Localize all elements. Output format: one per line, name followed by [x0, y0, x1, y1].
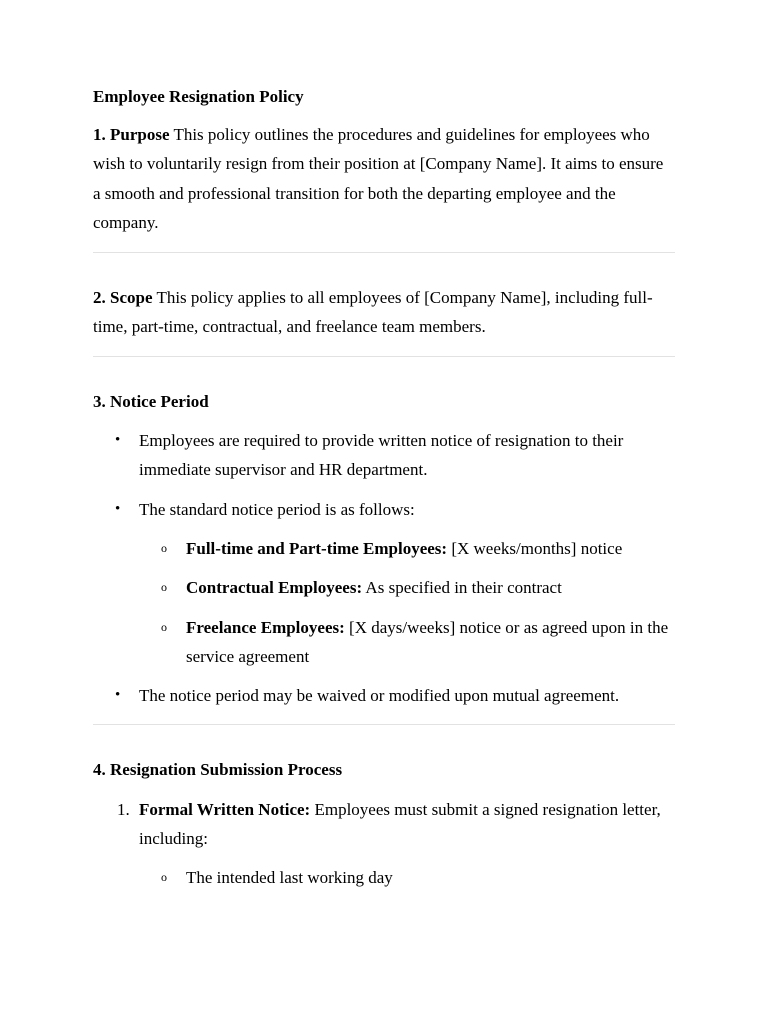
purpose-heading: 1. Purpose: [93, 125, 170, 144]
scope-paragraph: [93, 283, 675, 342]
circle-bullet-icon: o: [161, 870, 167, 885]
sub-list-item: [139, 573, 675, 602]
document-title: Employee Resignation Policy: [93, 87, 304, 106]
sub-list-item: [139, 534, 675, 563]
purpose-paragraph: [93, 120, 675, 237]
purpose-text: This policy outlines the procedures and guidelines for employees who wish to voluntarily resign from their position at [Company Name]. It aims to ensure a smooth and professional transition for both the departing employee and the company.: [93, 125, 664, 232]
list-item-text: The notice period may be waived or modified upon mutual agreement.: [139, 686, 620, 706]
list-item: [93, 795, 675, 893]
submission-section: [93, 755, 675, 892]
section-divider: [93, 356, 675, 357]
section-divider: [93, 724, 675, 725]
submission-heading: 4. Resignation Submission Process: [93, 760, 343, 780]
sub-item-text: The intended last working day: [186, 868, 393, 888]
sub-item-label: Contractual Employees:: [186, 578, 363, 598]
sub-list-item: [139, 613, 675, 672]
step-label: Formal Written Notice:: [139, 799, 311, 819]
list-item-text: Employees are required to provide written notice of resignation to their immediate supervisor and HR department.: [139, 431, 624, 480]
sub-item-label: Full-time and Part-time Employees:: [186, 538, 448, 558]
bullet-icon: •: [115, 500, 121, 517]
sub-item-text: As specified in their contract: [362, 578, 562, 598]
step-text: Employees must submit a signed resignation letter, including:: [139, 799, 661, 849]
scope-text: This policy applies to all employees of [Company Name], including full-time, part-time, contractual, and freelance team members.: [93, 288, 653, 337]
circle-bullet-icon: o: [161, 580, 167, 595]
bullet-icon: •: [115, 432, 121, 449]
list-item: [93, 426, 675, 485]
list-item: [93, 495, 675, 671]
notice-period-list: [93, 426, 675, 710]
sub-item-label: Freelance Employees:: [186, 617, 345, 637]
section-divider: [93, 252, 675, 253]
circle-bullet-icon: o: [161, 619, 167, 634]
step-number: 1.: [117, 799, 130, 819]
notice-period-section: [93, 387, 675, 711]
notice-period-sublist: [139, 534, 675, 671]
sub-item-text: [X weeks/months] notice: [447, 538, 623, 558]
list-item: [93, 681, 675, 710]
sub-item-text: [X days/weeks] notice or as agreed upon in the service agreement: [186, 617, 669, 666]
circle-bullet-icon: o: [161, 540, 167, 555]
bullet-icon: •: [115, 687, 121, 704]
submission-steps-list: [93, 795, 675, 893]
scope-heading: 2. Scope: [93, 288, 153, 308]
submission-sublist: [139, 863, 675, 892]
list-item-text: The standard notice period is as follows:: [139, 499, 415, 519]
sub-list-item: [139, 863, 675, 892]
notice-period-heading: 3. Notice Period: [93, 391, 209, 411]
document-body: [93, 85, 675, 893]
